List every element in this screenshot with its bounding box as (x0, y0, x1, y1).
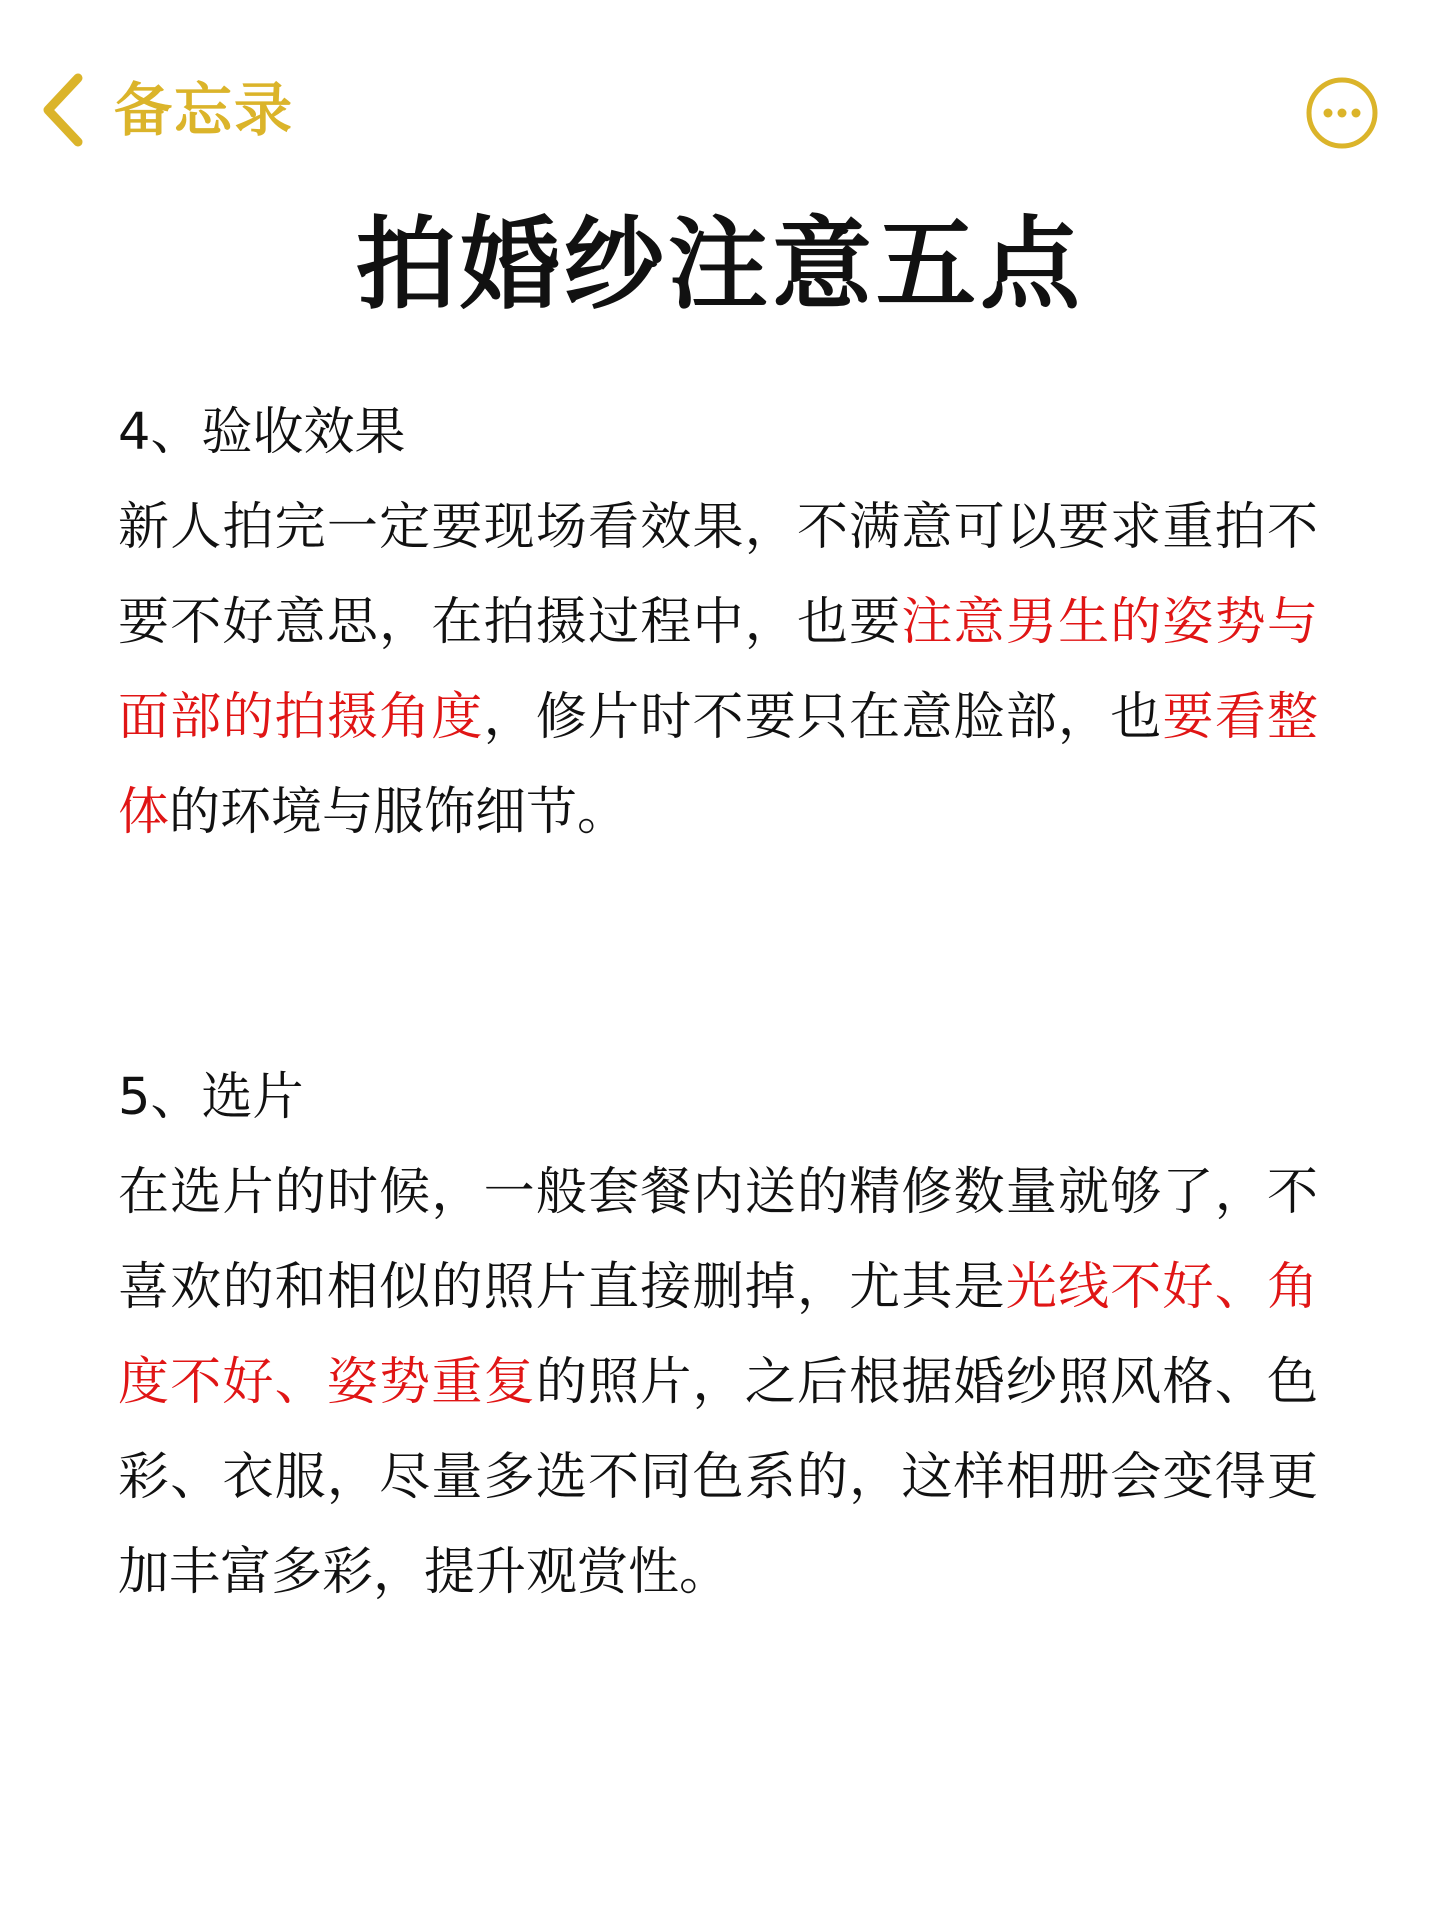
section-body (118, 480, 1318, 860)
text-run: 的环境与服饰细节。 (169, 783, 629, 842)
note-body[interactable] (118, 385, 1318, 1620)
page-title: 拍婚纱注意五点 (356, 206, 1084, 323)
more-options-icon (1304, 75, 1380, 151)
highlighted-text: 要看整体 (118, 688, 1318, 842)
section-heading: 4、验收效果 (118, 403, 406, 462)
back-button[interactable] (38, 70, 294, 150)
section-heading: 5、选片 (118, 1068, 304, 1127)
highlighted-text: 光线不好、角度不好、姿势重复 (118, 1258, 1318, 1412)
back-button-label: 备忘录 (114, 76, 295, 144)
text-run: 新人拍完一定要现场看效果，不满意可以要求重拍不要不好意思，在拍摄过程中，也要 (118, 498, 1318, 652)
section-divider-space (118, 860, 1318, 1050)
chevron-left-icon (38, 70, 86, 150)
more-options-button[interactable] (1304, 75, 1380, 151)
navigation-bar (0, 0, 1440, 200)
highlighted-text: 注意男生的姿势与面部的拍摄角度 (118, 593, 1318, 747)
section-body (118, 1145, 1318, 1620)
text-run: ，修片时不要只在意脸部，也 (483, 688, 1163, 747)
text-run: 的照片，之后根据婚纱照风格、色彩、衣服，尽量多选不同色系的，这样相册会变得更加丰富多彩，提升观赏性。 (118, 1353, 1318, 1602)
text-run: 在选片的时候，一般套餐内送的精修数量就够了，不喜欢的和相似的照片直接删掉，尤其是 (118, 1163, 1318, 1317)
